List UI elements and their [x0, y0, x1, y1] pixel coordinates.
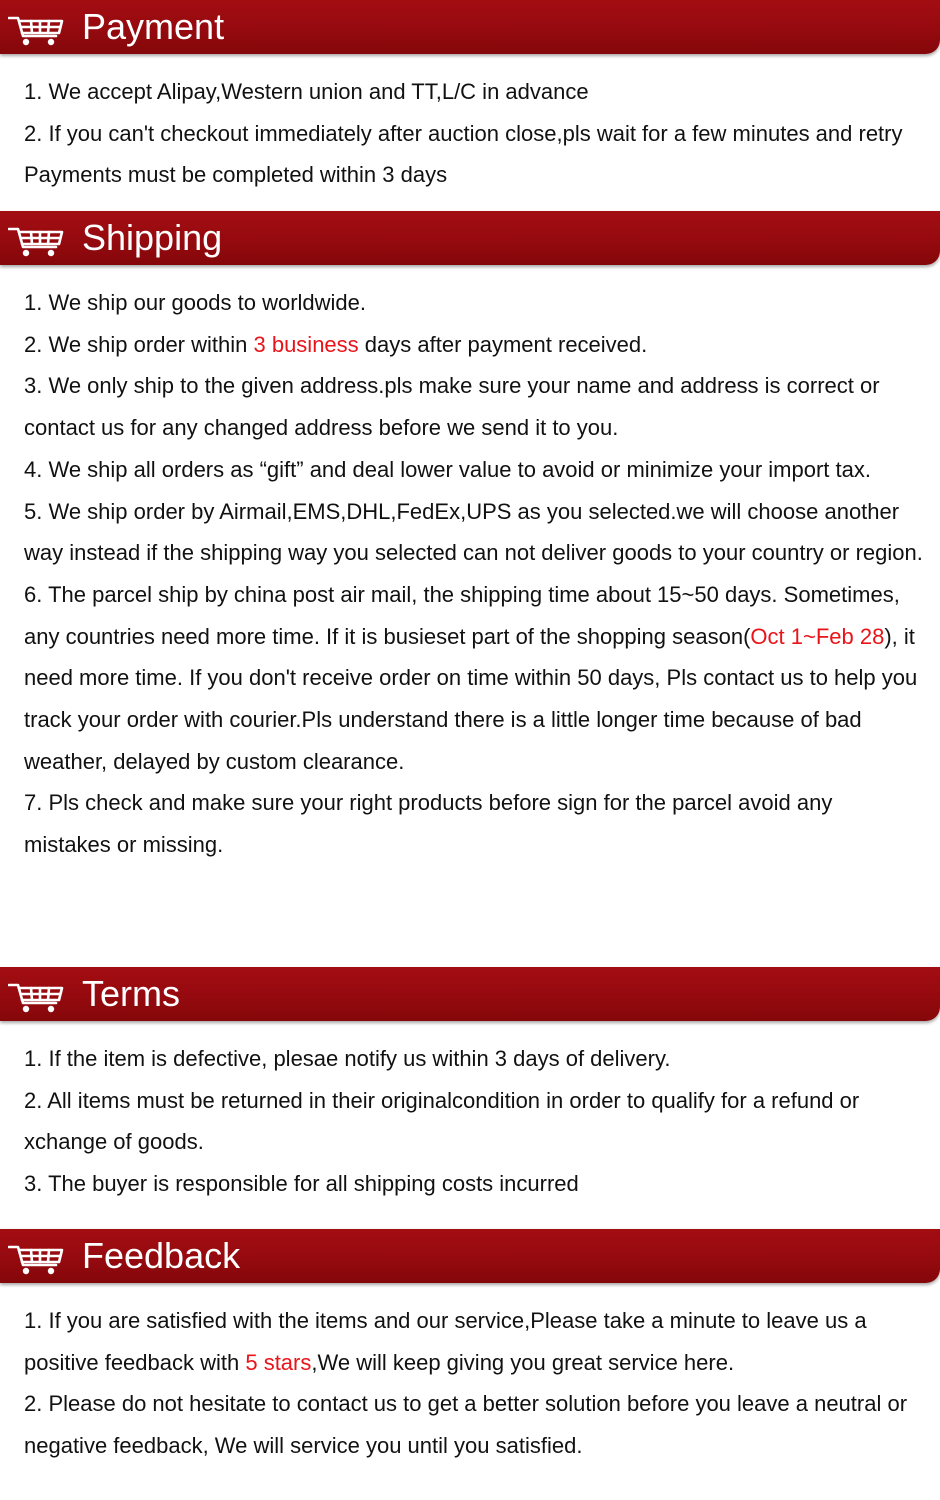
item-text: ), it need more time. If you don't receive order on time within 50 days, Pls contact us to help you track your order with courier.Pls understand there is a little longer time because of bad weather, delayed by custom clearance. [24, 623, 918, 774]
item-text: days after payment received. [358, 331, 648, 357]
list-item [24, 449, 924, 491]
item-text: 1. We ship our goods to worldwide. [24, 290, 366, 315]
item-text: 2. We ship order within [24, 331, 254, 357]
item-text: 1. We accept Alipay,Western union and TT,L/C in advance [24, 79, 589, 104]
section-feedback [0, 1229, 940, 1459]
shopping-cart-icon [8, 1241, 66, 1275]
item-text: 5. We ship order by Airmail,EMS,DHL,FedEx,UPS as you selected.we will choose another way instead if the shipping way you selected can not deliver goods to your country or region. [24, 498, 923, 566]
section-terms [0, 967, 940, 1197]
item-text: 3. We only ship to the given address.pls make sure your name and address is correct or contact us for any changed address before we send it to you. [24, 373, 880, 441]
item-text: 1. If you are satisfied with the items and our service,Please take a minute to leave us a positive feedback with [24, 1308, 867, 1375]
shopping-cart-icon [8, 12, 66, 46]
list-item [24, 491, 924, 574]
item-text: 3. The buyer is responsible for all shipping costs incurred [24, 1171, 579, 1197]
item-text: 4. We ship all orders as “gift” and deal lower value to avoid or minimize your import tax. [24, 456, 871, 482]
highlighted-text: Oct 1~Feb 28 [750, 623, 885, 649]
section-payment [0, 0, 940, 188]
section-title: Shipping [82, 217, 223, 258]
list-item [24, 1080, 924, 1163]
shopping-cart-icon [8, 223, 66, 257]
highlighted-text: 5 stars [245, 1349, 312, 1375]
section-title: Terms [82, 973, 180, 1014]
item-text: 7. Pls check and make sure your right products before sign for the parcel avoid any mistakes or missing. [24, 790, 833, 858]
section-title: Feedback [82, 1235, 241, 1276]
list-item [24, 365, 924, 448]
list-item [24, 282, 924, 324]
section-item-list [24, 71, 924, 196]
section-item-list [24, 1300, 924, 1467]
list-item [24, 113, 924, 196]
shopping-cart-icon [8, 979, 66, 1013]
section-title: Payment [82, 6, 225, 47]
list-item [24, 71, 924, 113]
item-text: 2. All items must be returned in their originalcondition in order to qualify for a refund or xchange of goods. [24, 1087, 860, 1155]
section-item-list [24, 282, 924, 866]
item-text: ,We will keep giving you great service here. [311, 1349, 735, 1375]
list-item [24, 1383, 924, 1466]
list-item [24, 782, 924, 865]
list-item [24, 1163, 924, 1205]
list-item [24, 574, 924, 783]
list-item [24, 1038, 924, 1080]
section-header-terms [0, 967, 940, 1021]
section-shipping [0, 211, 940, 858]
item-text: 6. The parcel ship by china post air mail, the shipping time about 15~50 days. Sometimes, any countries need more time. If it is busieset part of the shopping season( [24, 581, 900, 649]
list-item [24, 1300, 924, 1383]
item-text: 2. If you can't checkout immediately after auction close,pls wait for a few minutes and retry Payments must be completed within 3 days [24, 120, 903, 188]
item-text: 1. If the item is defective, plesae notify us within 3 days of delivery. [24, 1046, 671, 1071]
highlighted-text: 3 business [253, 331, 359, 357]
item-text: 2. Please do not hesitate to contact us to get a better solution before you leave a neutral or negative feedback, We will service you until you satisfied. [24, 1391, 908, 1459]
section-header-payment [0, 0, 940, 54]
section-header-feedback [0, 1229, 940, 1283]
section-header-shipping [0, 211, 940, 265]
section-item-list [24, 1038, 924, 1205]
list-item [24, 324, 924, 366]
